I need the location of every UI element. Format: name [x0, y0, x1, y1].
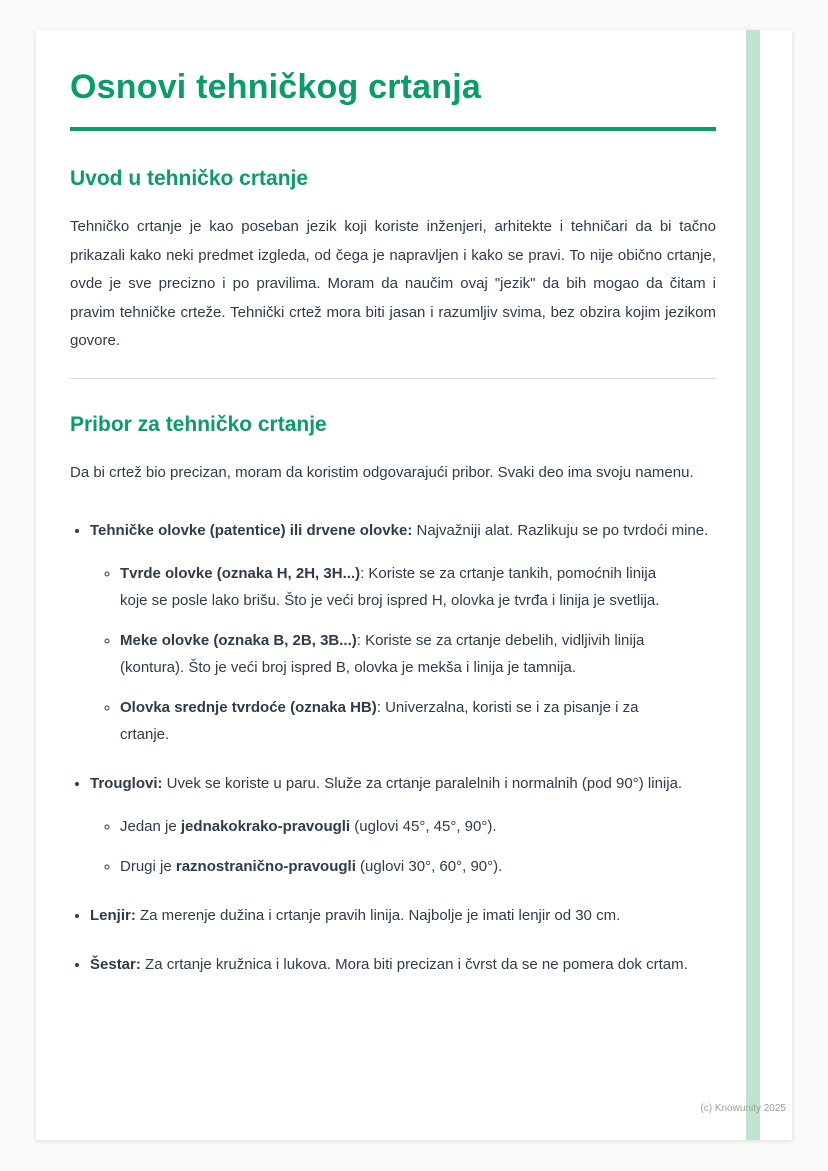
list-item-lenjir-text: Za merenje dužina i crtanje pravih linija. Najbolje je imati lenjir od 30 cm. — [135, 907, 621, 924]
paragraph-pribor-intro: Da bi crtež bio precizan, moram da koristim odgovarajući pribor. Svaki deo ima svoju namenu. — [70, 463, 694, 481]
section-heading-pribor: Pribor za tehničko crtanje — [70, 412, 327, 436]
sub-item-raznostranicno-prefix: Drugi je — [120, 858, 176, 875]
page-title: Osnovi tehničkog crtanja — [70, 68, 482, 106]
sub-item-meke-text: : Koriste se za crtanje debelih, vidljivih linija (kontura). Što je veći broj ispred B, olovka je mekša i linija je tamnija. — [120, 632, 645, 676]
paragraph-uvod: Tehničko crtanje je kao poseban jezik koji koriste inženjeri, arhitekte i tehničari da bi tačno prikazali kako neki predmet izgleda, od čega je napravljen i kako se pravi. To nije obično crtanje, ovde je sve precizno i po pravilima. Moram da naučim ovaj "jezik" da bih mogao da čitam i pravim tehničke crteže. Tehnički crtež mora biti jasan i razumljiv svima, bez obzira kojim jezikom govore. — [70, 218, 716, 349]
section-heading-uvod: Uvod u tehničko crtanje — [70, 167, 309, 190]
sub-item-tvrde-text: : Koriste se za crtanje tankih, pomoćnih linija koje se posle lako brišu. Što je veći broj ispred H, olovka je tvrđa i linija je svetlija. — [120, 565, 660, 609]
list-item-trouglovi — [90, 770, 716, 880]
sub-item-jednakokrako-text: (uglovi 45°, 45°, 90°). — [350, 818, 497, 835]
list-item-lenjir-bold: Lenjir: — [90, 907, 136, 924]
list-item-sestar-text: Za crtanje kružnica i lukova. Mora biti precizan i čvrst da se ne pomera dok crtam. — [140, 956, 688, 973]
pribor-list — [70, 517, 716, 978]
sub-item-hb-text: : Univerzalna, koristi se i za pisanje i za crtanje. — [120, 699, 639, 743]
title-underline — [70, 127, 716, 131]
sub-item-hb-bold: Olovka srednje tvrdoće (oznaka HB) — [120, 699, 377, 716]
sub-item-raznostranicno-bold: raznostranično-pravougli — [175, 858, 356, 875]
sub-item-hb — [120, 694, 660, 748]
sub-item-jednakokrako-prefix: Jedan je — [120, 818, 181, 835]
sub-item-tvrde-bold: Tvrde olovke (oznaka H, 2H, 3H...) — [120, 565, 361, 582]
list-item-trouglovi-bold: Trouglovi: — [90, 775, 163, 792]
page-content — [70, 68, 716, 1000]
list-item-sestar-bold: Šestar: — [90, 956, 141, 973]
olovke-sublist — [98, 560, 660, 748]
document-page — [36, 30, 792, 1140]
trouglovi-sublist — [98, 813, 660, 880]
page-accent-stripe — [746, 30, 760, 1140]
list-item-sestar — [90, 951, 716, 978]
sub-item-raznostranicno-text: (uglovi 30°, 60°, 90°). — [355, 858, 503, 875]
sub-item-meke — [120, 627, 660, 681]
list-item-olovke-bold: Tehničke olovke (patentice) ili drvene olovke: — [90, 522, 413, 539]
copyright-notice: (c) Knowunity 2025 — [700, 1103, 786, 1114]
list-item-lenjir — [90, 902, 716, 929]
list-item-trouglovi-text: Uvek se koriste u paru. Služe za crtanje paralelnih i normalnih (pod 90°) linija. — [162, 775, 683, 792]
section-divider — [70, 378, 716, 379]
sub-item-jednakokrako-bold: jednakokrako-pravougli — [180, 818, 351, 835]
sub-item-tvrde — [120, 560, 660, 614]
list-item-olovke — [90, 517, 716, 748]
sub-item-jednakokrako — [120, 813, 660, 840]
list-item-olovke-text: Najvažniji alat. Razlikuju se po tvrdoći mine. — [412, 522, 709, 539]
sub-item-meke-bold: Meke olovke (oznaka B, 2B, 3B...) — [120, 632, 357, 649]
sub-item-raznostranicno — [120, 853, 660, 880]
